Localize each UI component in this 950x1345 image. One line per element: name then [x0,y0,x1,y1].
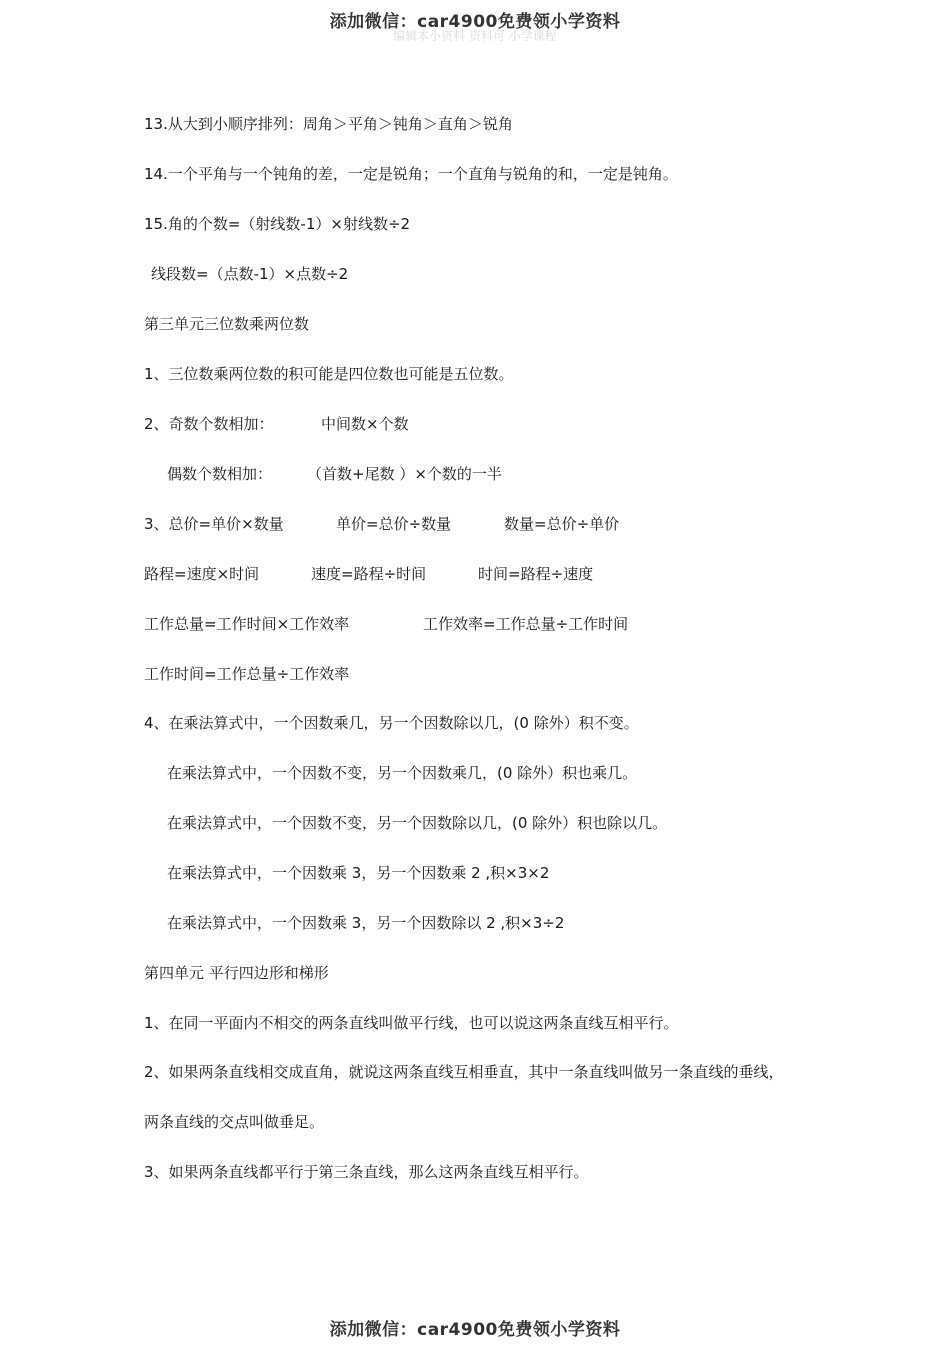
section-heading-unit-3: 第三单元三位数乘两位数 [144,315,310,333]
quantity-formula: 数量=总价÷单价 [504,515,620,533]
unit3-item-3-price-formulas [144,514,844,534]
product-times-3-times-2-rule: 在乘法算式中，一个因数乘 3，另一个因数乘 2 ,积×3×2 [167,864,550,882]
work-efficiency-formula: 工作效率=工作总量÷工作时间 [423,615,629,633]
item-13-angle-order: 13.从大到小顺序排列：周角＞平角＞钝角＞直角＞锐角 [144,115,513,133]
unit-price-formula: 单价=总价÷数量 [336,515,452,533]
unit4-item-3-transitive-parallel: 3、如果两条直线都平行于第三条直线，那么这两条直线互相平行。 [144,1163,589,1181]
even-sum-label: 偶数个数相加： [167,465,273,483]
item-14-angle-differences: 14.一个平角与一个钝角的差，一定是锐角；一个直角与锐角的和，一定是钝角。 [144,165,678,183]
product-times-3-divide-2-rule: 在乘法算式中，一个因数乘 3，另一个因数除以 2 ,积×3÷2 [167,914,565,932]
unit4-item-2-foot-of-perpendicular: 两条直线的交点叫做垂足。 [144,1113,325,1131]
total-price-formula: 3、总价=单价×数量 [144,515,284,533]
watermark-header: 添加微信：car4900免费领小学资料 [329,12,621,32]
unit4-item-1-parallel-lines: 1、在同一平面内不相交的两条直线叫做平行线，也可以说这两条直线互相平行。 [144,1014,679,1032]
work-time-formula: 工作时间=工作总量÷工作效率 [144,665,350,683]
unit3-item-2-odd-sum [144,414,744,434]
product-divided-rule: 在乘法算式中，一个因数不变，另一个因数除以几，(0 除外）积也除以几。 [167,814,668,832]
speed-formula: 速度=路程÷时间 [311,565,427,583]
unit4-item-2-perpendicular-lines: 2、如果两条直线相交成直角，就说这两条直线互相垂直，其中一条直线叫做另一条直线的垂线， [144,1063,784,1081]
section-heading-unit-4: 第四单元 平行四边形和梯形 [144,964,329,982]
distance-formula: 路程=速度×时间 [144,565,260,583]
watermark-footer: 添加微信：car4900免费领小学资料 [329,1320,621,1340]
item-15-angle-count-formula: 15.角的个数=（射线数-1）×射线数÷2 [144,215,411,233]
even-sum-row [167,464,767,484]
odd-sum-label: 2、奇数个数相加： [144,415,274,433]
time-formula: 时间=路程÷速度 [478,565,594,583]
odd-sum-formula: 中间数×个数 [321,415,409,433]
work-formulas-row [144,614,844,634]
segment-count-formula: 线段数=（点数-1）×点数÷2 [151,265,349,283]
unit3-item-4-product-unchanged: 4、在乘法算式中，一个因数乘几，另一个因数除以几，(0 除外）积不变。 [144,714,639,732]
distance-formulas-row [144,564,844,584]
total-work-formula: 工作总量=工作时间×工作效率 [144,615,350,633]
unit3-item-1: 1、三位数乘两位数的积可能是四位数也可能是五位数。 [144,365,514,383]
product-multiplied-rule: 在乘法算式中，一个因数不变，另一个因数乘几，(0 除外）积也乘几。 [167,764,638,782]
even-sum-formula: （首数+尾数 ）×个数的一半 [307,465,502,483]
faded-header-text: 编辑本小资料 资料可 小学课程 [393,29,557,43]
